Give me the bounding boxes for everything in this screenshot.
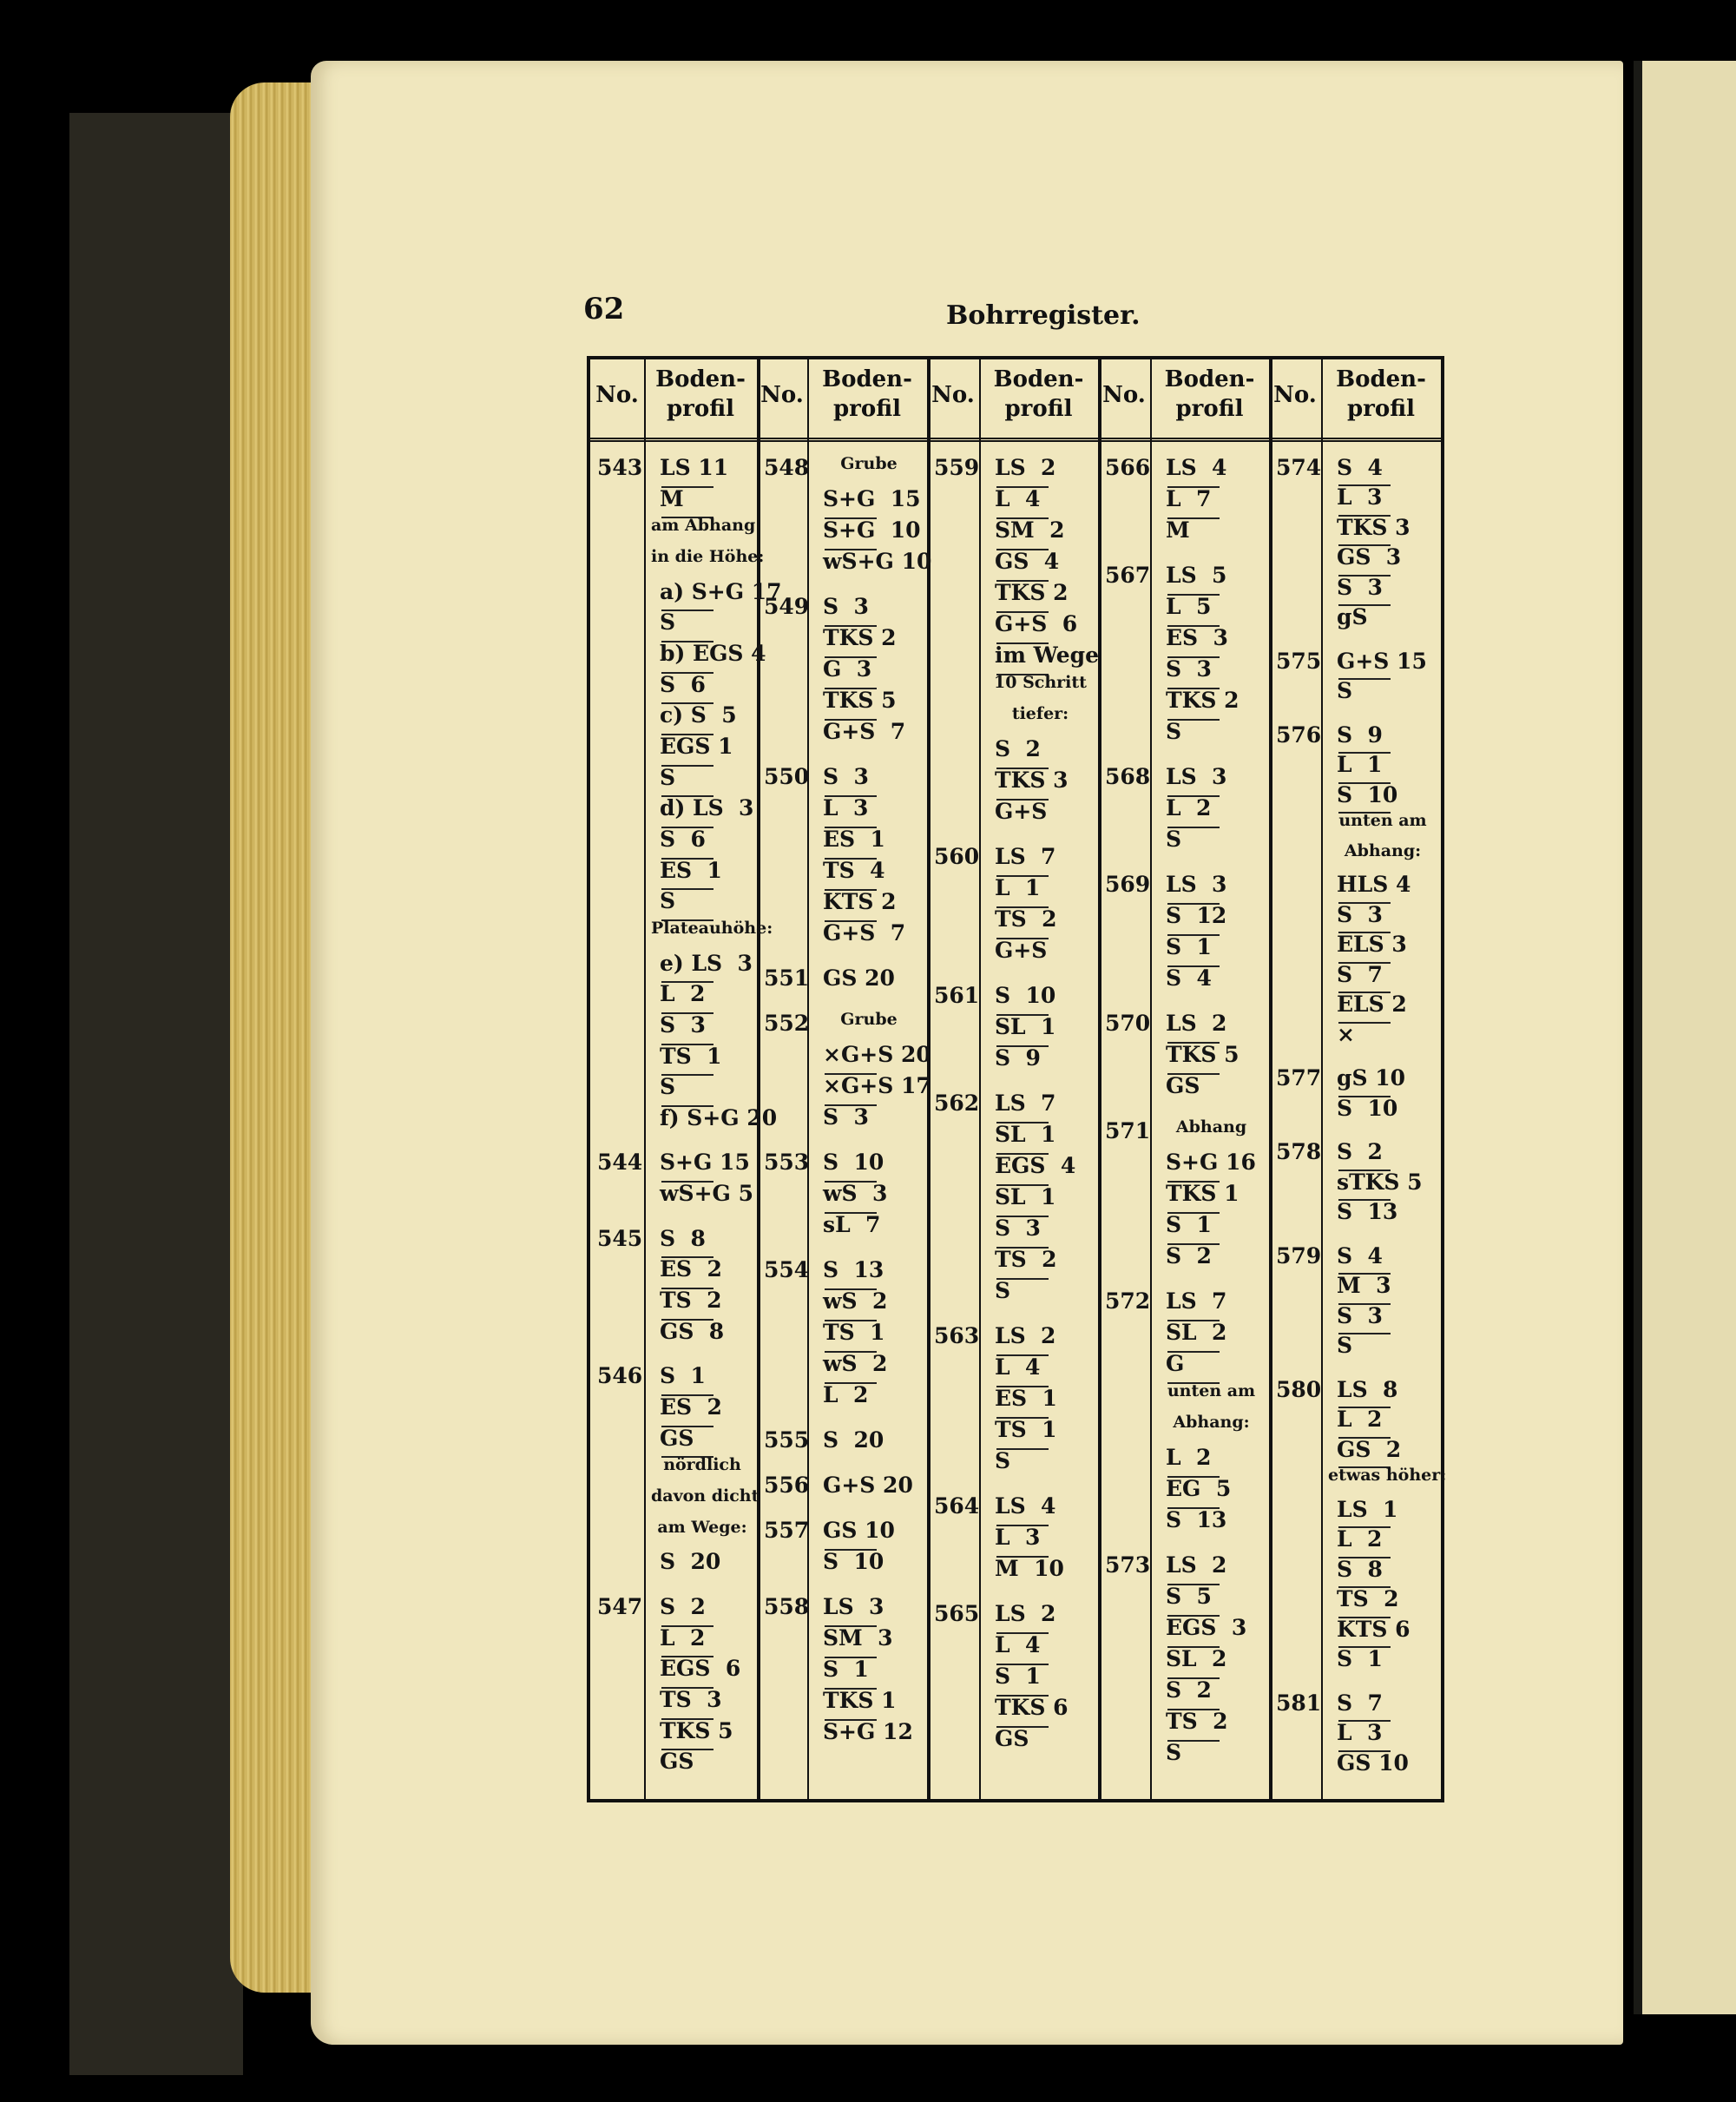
profile-layer: SL 1 <box>995 1184 1056 1209</box>
boring-number: 556 <box>764 1473 810 1498</box>
profile-note: nördlich <box>663 1455 741 1475</box>
profile-note: Grube <box>840 1010 898 1029</box>
boring-number: 568 <box>1105 764 1151 789</box>
boring-number: 570 <box>1105 1011 1151 1036</box>
profile-layer: wS+G 10 <box>823 549 932 574</box>
profile-layer: S+G 12 <box>823 1719 913 1744</box>
profile-layer: LS 3 <box>823 1594 884 1619</box>
profile-layer: wS+G 5 <box>660 1181 753 1207</box>
profile-layer: S 1 <box>995 1664 1041 1689</box>
boring-number: 545 <box>597 1225 643 1251</box>
profile-layer: L 3 <box>1337 1720 1383 1746</box>
profile-layer: S 4 <box>1166 965 1212 991</box>
profile-layer: L 2 <box>823 1382 869 1407</box>
profile-layer: EGS 6 <box>660 1656 741 1682</box>
boring-number: 547 <box>597 1594 643 1620</box>
profile-layer: L 7 <box>1166 486 1212 511</box>
profile-layer: S+G 16 <box>1166 1150 1256 1175</box>
profile-layer: SL 1 <box>995 1122 1056 1147</box>
profile-layer: L 3 <box>995 1525 1041 1550</box>
profile-note: davon dicht <box>651 1486 760 1506</box>
profile-layer: L 1 <box>995 875 1041 900</box>
profile-layer: GS 3 <box>1337 544 1402 570</box>
boring-number: 574 <box>1276 455 1322 480</box>
profile-layer: L 4 <box>995 1632 1041 1657</box>
profile-layer: LS 2 <box>995 1323 1056 1348</box>
header-profile-line2: profil <box>667 396 734 422</box>
profile-layer: LS 7 <box>995 1091 1056 1116</box>
boring-number: 572 <box>1105 1288 1151 1314</box>
profile-layer: LS 5 <box>1166 563 1227 588</box>
profile-layer: S <box>660 1074 676 1100</box>
profile-layer: S 3 <box>660 1011 706 1038</box>
profile-note: Abhang: <box>1344 840 1422 860</box>
profile-layer: f) S+G 20 <box>660 1104 778 1130</box>
profile-layer: L 4 <box>995 486 1041 511</box>
profile-layer: SL 1 <box>995 1014 1056 1039</box>
profile-layer: TKS 5 <box>660 1717 733 1743</box>
profile-layer: SL 2 <box>1166 1646 1227 1671</box>
profile-layer: gS <box>1337 604 1368 630</box>
profile-layer: S 3 <box>995 1216 1041 1241</box>
boring-number: 554 <box>764 1257 810 1282</box>
profile-layer: S 2 <box>995 736 1041 761</box>
profile-layer: TKS 2 <box>1166 688 1240 713</box>
boring-number: 550 <box>764 764 810 789</box>
profile-layer: × <box>1337 1021 1355 1047</box>
profile-layer: S+G 10 <box>823 517 921 543</box>
profile-layer: TKS 5 <box>1166 1042 1240 1067</box>
profile-layer: wS 2 <box>823 1288 888 1314</box>
profile-layer: TS 2 <box>995 1247 1057 1272</box>
profile-layer: GS <box>660 1749 694 1775</box>
profile-layer: S <box>1166 827 1182 852</box>
profile-layer: M <box>660 485 684 511</box>
profile-layer: G+S 6 <box>995 611 1078 636</box>
boring-number: 549 <box>764 594 810 619</box>
profile-layer: LS 3 <box>1166 872 1227 897</box>
profile-layer: ES 3 <box>1166 625 1228 650</box>
profile-layer: LS 2 <box>995 1601 1056 1626</box>
profile-layer: M 3 <box>1337 1273 1391 1299</box>
profile-layer: S <box>1166 1740 1182 1765</box>
profile-layer: S <box>1337 678 1353 704</box>
profile-layer: S 9 <box>995 1045 1041 1071</box>
profile-layer: TKS 1 <box>823 1688 897 1713</box>
header-profile-line2: profil <box>1175 396 1244 422</box>
profile-layer: S <box>660 610 676 636</box>
profile-layer: GS <box>1166 1073 1200 1098</box>
profile-layer: S 13 <box>823 1257 884 1282</box>
boring-number: 558 <box>764 1594 810 1619</box>
profile-layer: ES 1 <box>823 827 885 852</box>
profile-layer: LS 2 <box>995 455 1056 480</box>
boring-number: 563 <box>934 1323 980 1348</box>
profile-layer: S 2 <box>1166 1677 1212 1703</box>
profile-layer: S+G 15 <box>823 486 921 511</box>
boring-number: 562 <box>934 1091 980 1116</box>
profile-layer: S 1 <box>660 1363 706 1389</box>
profile-layer: S 3 <box>823 764 869 789</box>
profile-layer: S 3 <box>1337 574 1383 600</box>
header-profile <box>1150 365 1269 424</box>
profile-layer: M <box>1166 517 1190 543</box>
header-no: No. <box>931 382 975 408</box>
profile-note: tiefer: <box>1011 704 1069 723</box>
header-no: No. <box>1273 382 1317 408</box>
profile-layer: TS 2 <box>995 906 1057 932</box>
profile-layer: S 7 <box>1337 961 1383 987</box>
profile-layer: S 3 <box>1337 1302 1383 1328</box>
header-profile-line1: Boden- <box>993 366 1084 392</box>
header-profile-line2: profil <box>1347 396 1415 422</box>
profile-layer: SM 2 <box>995 517 1065 543</box>
profile-layer: S 2 <box>660 1594 706 1620</box>
boring-number: 557 <box>764 1518 810 1543</box>
profile-layer: HLS 4 <box>1337 872 1411 898</box>
boring-number: 580 <box>1276 1376 1322 1402</box>
profile-layer: EG 5 <box>1166 1476 1232 1501</box>
header-profile-line1: Boden- <box>822 366 912 392</box>
profile-layer: S 6 <box>660 826 706 852</box>
boring-number: 552 <box>764 1011 810 1036</box>
profile-layer: ES 2 <box>660 1256 722 1282</box>
profile-layer: S 13 <box>1166 1507 1227 1532</box>
profile-layer: G <box>1166 1351 1185 1376</box>
profile-layer: wS 3 <box>823 1181 888 1206</box>
boring-number: 579 <box>1276 1242 1322 1268</box>
profile-layer: S 10 <box>995 983 1056 1008</box>
profile-layer: S 8 <box>1337 1556 1383 1582</box>
profile-layer: S 10 <box>823 1549 884 1574</box>
profile-note: unten am <box>1338 811 1427 831</box>
profile-layer: ELS 3 <box>1337 932 1407 958</box>
profile-layer: TKS 5 <box>823 688 897 713</box>
profile-layer: S 10 <box>1337 781 1398 807</box>
profile-layer: L 3 <box>823 795 869 820</box>
profile-layer: G+S 20 <box>823 1473 913 1498</box>
profile-layer: SM 3 <box>823 1625 893 1651</box>
profile-layer: G+S <box>995 799 1048 824</box>
profile-layer: LS 1 <box>1337 1496 1398 1522</box>
profile-note: am Abhang <box>651 516 756 536</box>
boring-number: 560 <box>934 844 980 869</box>
profile-layer: S 8 <box>660 1225 706 1251</box>
profile-layer: S <box>1166 719 1182 744</box>
profile-layer: G+S 15 <box>1337 648 1427 674</box>
profile-layer: LS 11 <box>660 455 729 480</box>
profile-layer: S 10 <box>1337 1095 1398 1121</box>
profile-layer: TS 2 <box>1337 1586 1399 1612</box>
column-divider <box>1150 359 1152 1799</box>
header-profile <box>644 365 757 424</box>
profile-layer: S 4 <box>1337 1242 1383 1268</box>
profile-layer: LS 7 <box>1166 1288 1227 1314</box>
page-number: 62 <box>583 292 625 326</box>
profile-layer: S 4 <box>1337 455 1383 480</box>
profile-layer: gS 10 <box>1337 1065 1406 1091</box>
profile-layer: sTKS 5 <box>1337 1169 1423 1195</box>
profile-layer: EGS 1 <box>660 733 733 759</box>
profile-layer: TKS 2 <box>823 625 897 650</box>
profile-layer: S 12 <box>1166 903 1227 928</box>
profile-layer: ES 2 <box>660 1394 722 1420</box>
profile-note: Plateauhöhe: <box>651 918 773 938</box>
profile-layer: S 1 <box>1166 934 1212 959</box>
profile-layer: S 10 <box>823 1150 884 1175</box>
profile-layer: S 1 <box>823 1657 869 1682</box>
profile-layer: b) EGS 4 <box>660 640 766 666</box>
header-no: No. <box>760 382 804 408</box>
profile-layer: L 3 <box>1337 484 1383 511</box>
profile-layer: SL 2 <box>1166 1320 1227 1345</box>
profile-layer: S 1 <box>1166 1212 1212 1237</box>
profile-layer: L 2 <box>660 981 706 1007</box>
profile-layer: TKS 1 <box>1166 1181 1240 1206</box>
profile-layer: TS 1 <box>660 1043 722 1069</box>
boring-number: 553 <box>764 1150 810 1175</box>
column-divider <box>644 359 646 1799</box>
book-shadow <box>69 113 243 2075</box>
profile-layer: LS 2 <box>1166 1552 1227 1578</box>
profile-note: Abhang <box>1175 1117 1247 1137</box>
profile-layer: KTS 6 <box>1337 1616 1410 1642</box>
profile-layer: e) LS 3 <box>660 950 753 976</box>
boring-number: 569 <box>1105 872 1151 897</box>
profile-layer: EGS 3 <box>1166 1615 1247 1640</box>
profile-layer: ×G+S 20 <box>823 1042 931 1067</box>
header-profile <box>807 365 927 424</box>
profile-layer: TS 4 <box>823 858 885 883</box>
profile-layer: G+S 7 <box>823 920 906 946</box>
column-divider <box>807 359 809 1799</box>
profile-layer: GS <box>660 1425 694 1451</box>
boring-number: 546 <box>597 1363 643 1389</box>
profile-layer: S 5 <box>1166 1584 1212 1609</box>
header-profile-line1: Boden- <box>655 366 746 392</box>
column-divider <box>1098 359 1101 1799</box>
header-profile-line1: Boden- <box>1336 366 1426 392</box>
profile-layer: S 9 <box>1337 722 1383 748</box>
profile-layer: GS 2 <box>1337 1436 1402 1462</box>
profile-layer: S 3 <box>1166 656 1212 682</box>
header-profile-line2: profil <box>1004 396 1073 422</box>
profile-layer: S 6 <box>660 671 706 697</box>
profile-layer: G+S <box>995 938 1048 963</box>
profile-layer: S 2 <box>1166 1243 1212 1268</box>
boring-number: 573 <box>1105 1552 1151 1578</box>
boring-number: 566 <box>1105 455 1151 480</box>
boring-number: 559 <box>934 455 980 480</box>
profile-layer: TS 3 <box>660 1687 722 1713</box>
profile-layer: TS 2 <box>1166 1709 1228 1734</box>
profile-layer: sL 7 <box>823 1212 881 1237</box>
boring-number: 543 <box>597 455 643 480</box>
profile-layer: ×G+S 17 <box>823 1073 931 1098</box>
boring-number: 567 <box>1105 563 1151 588</box>
profile-layer: L 1 <box>1337 752 1383 778</box>
profile-layer: S 13 <box>1337 1199 1398 1225</box>
profile-layer: TKS 3 <box>1337 514 1410 540</box>
profile-layer: a) S+G 17 <box>660 578 782 604</box>
profile-layer: ES 1 <box>995 1386 1057 1411</box>
profile-layer: LS 4 <box>1166 455 1227 480</box>
profile-note: unten am <box>1167 1381 1256 1400</box>
column-divider <box>979 359 981 1799</box>
profile-layer: L 4 <box>995 1354 1041 1380</box>
profile-layer: GS 20 <box>823 965 895 991</box>
profile-layer: L 5 <box>1166 594 1212 619</box>
profile-layer: EGS 4 <box>995 1153 1076 1178</box>
profile-layer: TKS 2 <box>995 580 1069 605</box>
boring-number: 576 <box>1276 722 1322 748</box>
profile-layer: S 7 <box>1337 1690 1383 1716</box>
profile-layer: L 2 <box>1166 1445 1212 1470</box>
header-profile-line1: Boden- <box>1164 366 1255 392</box>
facing-page <box>1642 61 1736 2014</box>
profile-layer: S 3 <box>823 1104 869 1130</box>
header-no: No. <box>1102 382 1146 408</box>
profile-note: Abhang: <box>1173 1413 1250 1432</box>
profile-layer: LS 3 <box>1166 764 1227 789</box>
profile-layer: GS <box>995 1726 1029 1751</box>
profile-layer: S 20 <box>823 1427 884 1453</box>
boring-number: 571 <box>1105 1118 1151 1143</box>
profile-layer: GS 4 <box>995 549 1060 574</box>
profile-layer: G+S 7 <box>823 719 906 744</box>
profile-layer: GS 10 <box>823 1518 895 1543</box>
profile-layer: S <box>995 1278 1011 1303</box>
profile-layer: S 2 <box>1337 1139 1383 1165</box>
profile-layer: c) S 5 <box>660 702 737 728</box>
header-profile <box>979 365 1098 424</box>
profile-layer: L 2 <box>1337 1526 1383 1552</box>
boring-number: 561 <box>934 983 980 1008</box>
profile-layer: S 3 <box>1337 901 1383 927</box>
profile-layer: TS 2 <box>660 1288 722 1314</box>
profile-note: am Wege: <box>657 1517 747 1537</box>
profile-layer: L 2 <box>1166 795 1212 820</box>
profile-layer: GS 8 <box>660 1318 725 1344</box>
page-stack-edge <box>230 82 315 1993</box>
header-profile-line2: profil <box>833 396 901 422</box>
profile-layer: wS 2 <box>823 1351 888 1376</box>
profile-layer: ELS 2 <box>1337 992 1407 1018</box>
profile-layer: TKS 3 <box>995 768 1069 793</box>
boring-number: 548 <box>764 455 810 480</box>
profile-layer: TS 1 <box>823 1320 885 1345</box>
profile-layer: M 10 <box>995 1556 1064 1581</box>
profile-layer: S+G 15 <box>660 1150 750 1176</box>
profile-layer: G 3 <box>823 656 872 682</box>
profile-layer: S <box>660 888 676 914</box>
profile-layer: LS 7 <box>995 844 1056 869</box>
profile-layer: TS 1 <box>995 1417 1057 1442</box>
boring-number: 578 <box>1276 1139 1322 1165</box>
boring-number: 575 <box>1276 648 1322 674</box>
boring-number: 577 <box>1276 1065 1322 1091</box>
boring-number: 551 <box>764 965 810 991</box>
profile-layer: S <box>1337 1333 1353 1359</box>
running-title: Bohrregister. <box>946 300 1141 331</box>
boring-number: 544 <box>597 1150 643 1176</box>
profile-note: in die Höhe: <box>651 546 765 566</box>
profile-layer: LS 2 <box>1166 1011 1227 1036</box>
profile-layer: ES 1 <box>660 857 722 883</box>
header-profile <box>1321 365 1441 424</box>
boring-number: 564 <box>934 1493 980 1519</box>
profile-note: 10 Schritt <box>994 673 1087 692</box>
profile-layer: TKS 6 <box>995 1695 1069 1720</box>
profile-layer: S 3 <box>823 594 869 619</box>
boring-number: 565 <box>934 1601 980 1626</box>
header-no: No. <box>595 382 639 408</box>
column-divider <box>1321 359 1323 1799</box>
profile-note: etwas höher: <box>1328 1466 1447 1486</box>
profile-layer: S 1 <box>1337 1646 1383 1672</box>
boring-number: 581 <box>1276 1690 1322 1716</box>
profile-layer: S 20 <box>660 1549 721 1575</box>
profile-layer: L 2 <box>660 1624 706 1651</box>
profile-layer: S <box>995 1448 1011 1473</box>
profile-layer: LS 4 <box>995 1493 1056 1519</box>
profile-layer: S <box>660 764 676 790</box>
boring-number: 555 <box>764 1427 810 1453</box>
profile-layer: LS 8 <box>1337 1376 1398 1402</box>
profile-layer: L 2 <box>1337 1407 1383 1433</box>
profile-layer: im Wege <box>995 642 1099 668</box>
profile-note: Grube <box>840 454 898 473</box>
profile-layer: KTS 2 <box>823 889 897 914</box>
profile-layer: GS 10 <box>1337 1749 1409 1776</box>
profile-layer: d) LS 3 <box>660 795 754 821</box>
